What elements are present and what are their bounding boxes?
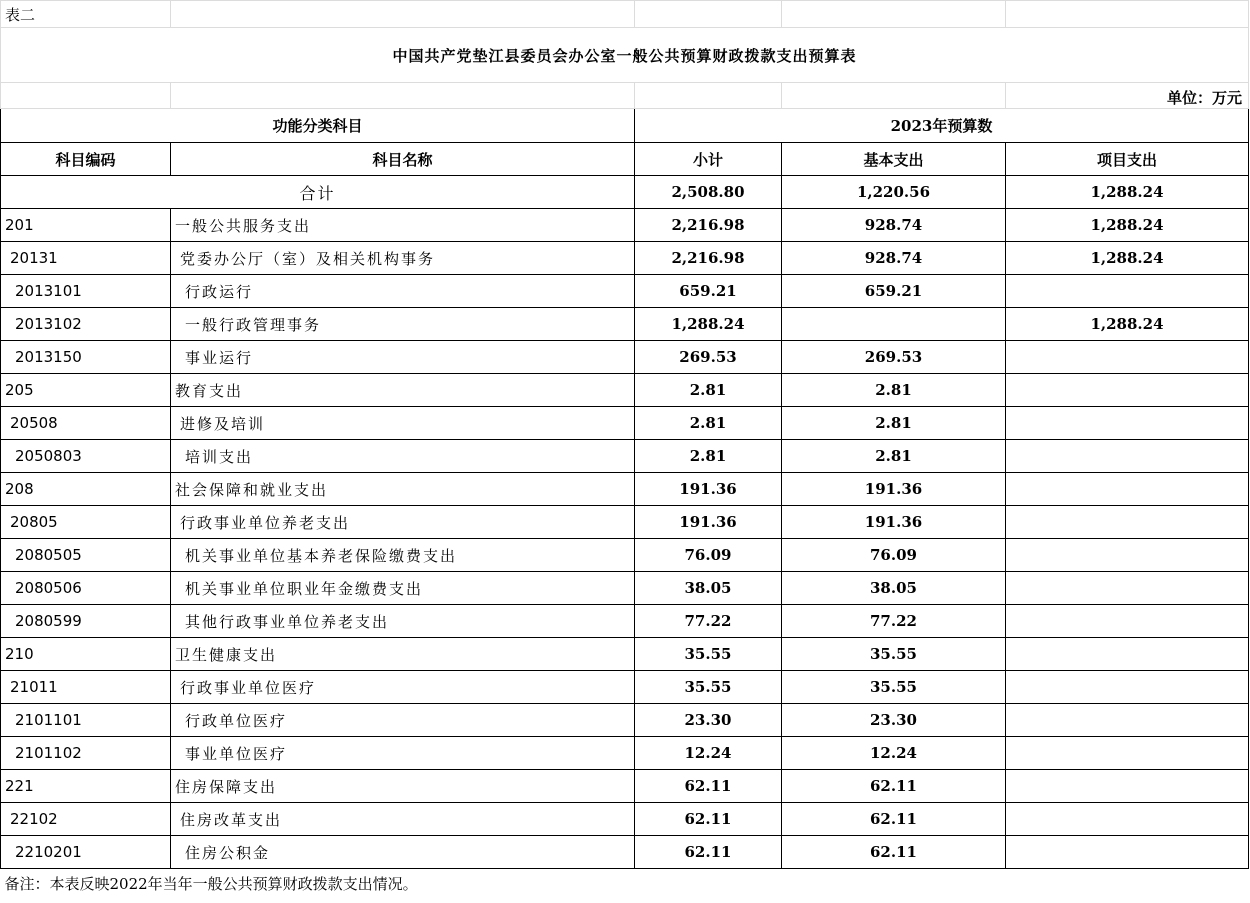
row-code: 2080506 [1,572,171,605]
sheet-tag: 表二 [1,1,171,28]
row-subtotal: 38.05 [635,572,782,605]
row-basic: 659.21 [782,275,1006,308]
row-project [1006,737,1249,770]
row-project [1006,275,1249,308]
row-basic: 191.36 [782,473,1006,506]
row-name: 一般行政管理事务 [171,308,635,341]
table-row [1,638,1249,671]
row-project [1006,671,1249,704]
table-row [1,671,1249,704]
row-basic: 12.24 [782,737,1006,770]
title-row [1,28,1249,83]
row-name: 行政事业单位养老支出 [171,506,635,539]
row-basic: 928.74 [782,242,1006,275]
row-name: 进修及培训 [171,407,635,440]
row-subtotal: 2,216.98 [635,242,782,275]
row-name: 行政运行 [171,275,635,308]
row-name: 行政事业单位医疗 [171,671,635,704]
row-basic [782,308,1006,341]
row-subtotal: 35.55 [635,671,782,704]
total-subtotal: 2,508.80 [635,176,782,209]
row-name: 一般公共服务支出 [171,209,635,242]
row-basic: 2.81 [782,440,1006,473]
row-code: 2013101 [1,275,171,308]
row-name: 社会保障和就业支出 [171,473,635,506]
row-basic: 269.53 [782,341,1006,374]
table-row [1,572,1249,605]
unit-row [1,83,1249,109]
row-name: 事业运行 [171,341,635,374]
table-row [1,803,1249,836]
row-project [1006,836,1249,869]
row-project [1006,374,1249,407]
row-project [1006,638,1249,671]
row-subtotal: 62.11 [635,836,782,869]
row-subtotal: 77.22 [635,605,782,638]
row-code: 210 [1,638,171,671]
functional-category-header: 功能分类科目 [1,109,635,143]
row-code: 2101101 [1,704,171,737]
row-subtotal: 76.09 [635,539,782,572]
footnote-row [1,869,1249,899]
table-row [1,242,1249,275]
row-name: 机关事业单位基本养老保险缴费支出 [171,539,635,572]
row-project [1006,803,1249,836]
row-code: 22102 [1,803,171,836]
row-project: 1,288.24 [1006,242,1249,275]
budget-year-header: 2023年预算数 [635,109,1249,143]
row-code: 21011 [1,671,171,704]
table-row [1,473,1249,506]
row-code: 2080599 [1,605,171,638]
row-subtotal: 191.36 [635,473,782,506]
row-subtotal: 1,288.24 [635,308,782,341]
row-code: 221 [1,770,171,803]
footnote: 备注：本表反映2022年当年一般公共预算财政拨款支出情况。 [4,875,418,894]
subtotal-header: 小计 [635,143,782,176]
row-code: 201 [1,209,171,242]
row-subtotal: 62.11 [635,803,782,836]
row-code: 2013150 [1,341,171,374]
row-basic: 76.09 [782,539,1006,572]
header-row-1 [1,109,1249,143]
header-row-2 [1,143,1249,176]
row-name: 其他行政事业单位养老支出 [171,605,635,638]
row-basic: 35.55 [782,671,1006,704]
row-code: 2050803 [1,440,171,473]
table-row [1,407,1249,440]
row-subtotal: 659.21 [635,275,782,308]
row-basic: 62.11 [782,770,1006,803]
basic-header: 基本支出 [782,143,1006,176]
table-row [1,374,1249,407]
row-basic: 77.22 [782,605,1006,638]
row-subtotal: 23.30 [635,704,782,737]
row-name: 教育支出 [171,374,635,407]
row-code: 2013102 [1,308,171,341]
row-project [1006,572,1249,605]
row-code: 20131 [1,242,171,275]
row-subtotal: 2,216.98 [635,209,782,242]
table-row [1,836,1249,869]
table-row [1,737,1249,770]
row-subtotal: 269.53 [635,341,782,374]
table-row [1,209,1249,242]
total-label: 合计 [1,176,635,209]
row-basic: 62.11 [782,836,1006,869]
row-project [1006,704,1249,737]
row-subtotal: 191.36 [635,506,782,539]
unit-label: 单位：万元 [1006,83,1249,109]
row-name: 行政单位医疗 [171,704,635,737]
sheet-tag-row [1,1,1249,28]
row-code: 2210201 [1,836,171,869]
row-subtotal: 2.81 [635,440,782,473]
row-project [1006,473,1249,506]
row-subtotal: 2.81 [635,407,782,440]
row-project [1006,506,1249,539]
row-project [1006,407,1249,440]
row-basic: 2.81 [782,407,1006,440]
row-project [1006,605,1249,638]
row-basic: 35.55 [782,638,1006,671]
row-name: 事业单位医疗 [171,737,635,770]
row-code: 208 [1,473,171,506]
total-basic: 1,220.56 [782,176,1006,209]
total-project: 1,288.24 [1006,176,1249,209]
table-row [1,704,1249,737]
name-header: 科目名称 [171,143,635,176]
row-project [1006,341,1249,374]
row-name: 卫生健康支出 [171,638,635,671]
row-name: 党委办公厅（室）及相关机构事务 [171,242,635,275]
project-header: 项目支出 [1006,143,1249,176]
row-code: 20805 [1,506,171,539]
table-row [1,539,1249,572]
row-basic: 62.11 [782,803,1006,836]
row-project [1006,770,1249,803]
page-title: 中国共产党垫江县委员会办公室一般公共预算财政拨款支出预算表 [1,28,1249,83]
row-name: 住房保障支出 [171,770,635,803]
table-row [1,770,1249,803]
row-name: 住房公积金 [171,836,635,869]
row-basic: 23.30 [782,704,1006,737]
row-code: 205 [1,374,171,407]
row-basic: 2.81 [782,374,1006,407]
row-name: 培训支出 [171,440,635,473]
table-row [1,308,1249,341]
table-row [1,440,1249,473]
row-subtotal: 35.55 [635,638,782,671]
table-row [1,506,1249,539]
row-basic: 191.36 [782,506,1006,539]
row-project [1006,440,1249,473]
row-subtotal: 12.24 [635,737,782,770]
row-basic: 38.05 [782,572,1006,605]
total-row [1,176,1249,209]
row-code: 2101102 [1,737,171,770]
row-subtotal: 62.11 [635,770,782,803]
row-project: 1,288.24 [1006,308,1249,341]
table-row [1,605,1249,638]
row-basic: 928.74 [782,209,1006,242]
row-project: 1,288.24 [1006,209,1249,242]
row-subtotal: 2.81 [635,374,782,407]
code-header: 科目编码 [1,143,171,176]
row-name: 住房改革支出 [171,803,635,836]
row-code: 20508 [1,407,171,440]
table-row [1,341,1249,374]
row-name: 机关事业单位职业年金缴费支出 [171,572,635,605]
table-row [1,275,1249,308]
row-project [1006,539,1249,572]
row-code: 2080505 [1,539,171,572]
